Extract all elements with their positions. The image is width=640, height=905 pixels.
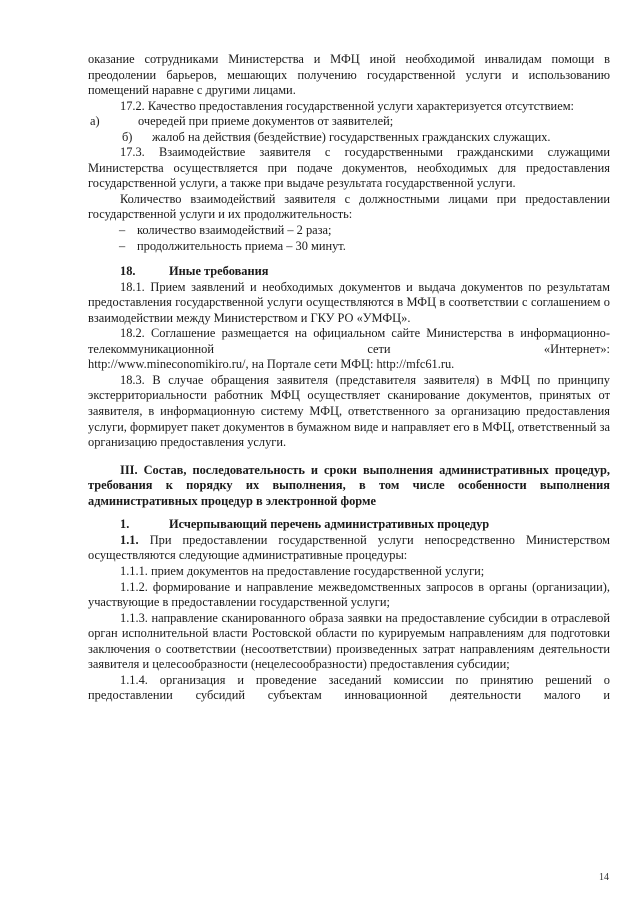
dash-marker: –	[119, 223, 126, 238]
paragraph: 1.1.2. формирование и направление межведомственных запросов в органы (организации), участвующие в предоставлении государственной услуги;	[88, 579, 610, 610]
paragraph: 17.2. Качество предоставления государственной услуги характеризуется отсутствием:	[120, 98, 574, 113]
list-text: жалоб на действия (бездействие) государственных гражданских служащих.	[152, 129, 551, 144]
heading-title: Иные требования	[169, 264, 269, 279]
section-heading	[88, 264, 610, 280]
paragraph: 18.2. Соглашение размещается на официальном сайте Министерства в информационно-телекоммуникационной сети «Интернет»:	[88, 326, 610, 356]
list-marker: б)	[122, 129, 133, 144]
heading-number: 18.	[120, 264, 136, 279]
list-marker: а)	[90, 114, 100, 129]
dash-marker: –	[119, 238, 126, 253]
document-body	[88, 52, 610, 704]
page-number: 14	[599, 872, 609, 883]
section-heading	[88, 517, 610, 533]
list-item	[88, 130, 610, 146]
paragraph: 1.1.1. прием документов на предоставление государственной услуги;	[120, 563, 485, 578]
paragraph-links: http://www.mineconomikiro.ru/, на Портале сети МФЦ: http://mfc61.ru.	[88, 357, 455, 372]
heading-title: Исчерпывающий перечень административных процедур	[169, 517, 490, 532]
dash-list-item	[88, 223, 610, 239]
paragraph: 1.1.3. направление сканированного образа заявки на предоставление субсидии в отраслевой орган исполнительной власти Ростовской области по курируемым направлениям для подготовки заключения о соответствии (несоответствии) произведенных затрат направлениям деятельности заявителя и целесообразности (нецелесообразности) предоставления субсидии;	[88, 610, 610, 672]
dash-text: количество взаимодействий – 2 раза;	[137, 223, 332, 238]
heading-number: 1.	[120, 517, 130, 532]
dash-list-item	[88, 239, 610, 255]
list-item	[88, 114, 610, 130]
paragraph: 1.1.4. организация и проведение заседаний комиссии по принятию решений о предоставлении субсидий субъектам инновационной деятельности малого и	[88, 672, 610, 703]
chapter-heading: III. Состав, последовательность и сроки выполнения административных процедур, требования к порядку их выполнения, в том числе особенности выполнения административных процедур в электронной форме	[88, 462, 610, 508]
paragraph: 17.3. Взаимодействие заявителя с государственными гражданскими служащими Министерства осуществляется при подаче документов, необходимых для предоставления государственной услуги, а также при выдаче результата государственной услуги.	[88, 145, 610, 191]
paragraph: оказание сотрудниками Министерства и МФЦ иной необходимой инвалидам помощи в преодолении барьеров, мешающих получению государственной услуги и использованию помещений наравне с другими лицами.	[88, 52, 610, 98]
paragraph: Количество взаимодействий заявителя с должностными лицами при предоставлении государственной услуги и их продолжительность:	[88, 191, 610, 222]
paragraph	[88, 533, 610, 564]
list-text: очередей при приеме документов от заявителей;	[138, 114, 394, 129]
clause-number: 1.1.	[120, 532, 139, 547]
paragraph: 18.1. Прием заявлений и необходимых документов и выдача документов по результатам предоставления государственной услуги осуществляются в МФЦ в соответствии с соглашением о взаимодействии между Министерством и ГКУ РО «УМФЦ».	[88, 279, 610, 325]
dash-text: продолжительность приема – 30 минут.	[137, 238, 346, 253]
paragraph: 18.3. В случае обращения заявителя (представителя заявителя) в МФЦ по принципу экстерриториальности работник МФЦ осуществляет сканирование документов, принятых от заявителя, в информационную систему МФЦ, ответственного за организацию предоставления услуги, формирует пакет документов в бумажном виде и направляет его в МФЦ, ответственный за организацию предоставления услуги.	[88, 372, 610, 450]
clause-text: При предоставлении государственной услуги непосредственно Министерством осуществляются следующие административные процедуры:	[88, 532, 610, 563]
